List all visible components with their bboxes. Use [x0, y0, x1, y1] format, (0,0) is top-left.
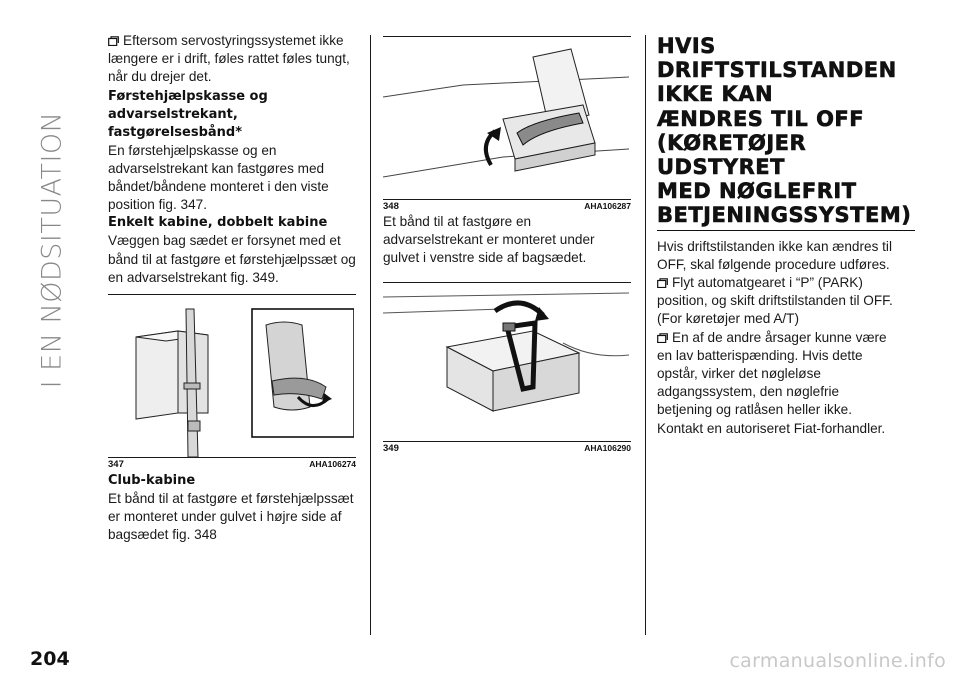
figure-code: AHA106274: [309, 459, 356, 470]
checkbox-bullet-icon: [657, 278, 668, 288]
paragraph: Et bånd til at fastgøre en advarselstrekant er monteret under gulvet i venstre side af bagsædet.: [383, 214, 595, 266]
section-heading: HVIS DRIFTSTILSTANDEN IKKE KAN ÆNDRES TIL OFF (KØRETØJER UDSTYRET MED NØGLEFRIT BETJENINGSSYSTEM): [657, 34, 912, 228]
figure-caption: [108, 458, 356, 470]
watermark: carmanualsonline.info: [729, 650, 946, 672]
figure-349-illustration: [383, 283, 629, 441]
heading-underline: [657, 230, 915, 231]
figure-number: 348: [383, 201, 399, 212]
figure-code: AHA106287: [584, 201, 631, 211]
heading-single-double-cab: Enkelt kabine, dobbelt kabine: [108, 215, 328, 231]
page-number: 204: [30, 648, 70, 670]
checkbox-bullet-icon: [657, 333, 668, 343]
figure-caption: [383, 442, 631, 454]
figure-348-illustration: [383, 37, 629, 199]
column-right: [657, 34, 947, 438]
paragraph: Hvis driftstilstanden ikke kan ændres til OFF, skal følgende procedure udføres.: [657, 238, 892, 272]
figure-code: AHA106290: [584, 442, 631, 453]
paragraph: En førstehjælpskasse og en advarselstrekant kan fastgøres med båndet/båndene monteret i den viste position fig. 347.: [108, 142, 329, 213]
column-divider: [370, 35, 371, 635]
bullet-paragraph: Flyt automatgearet i “P” (PARK) position, og skift driftstilstanden til OFF. (For køretøjer med A/T): [657, 275, 893, 327]
figure-348: [383, 36, 631, 200]
column-divider: [645, 35, 646, 635]
paragraph: Et bånd til at fastgøre et førstehjælpssæt er monteret under gulvet i højre side af bagsædet fig. 348: [108, 491, 354, 543]
figure-347: [108, 294, 356, 458]
paragraph: Væggen bag sædet er forsynet med et bånd til at fastgøre et førstehjælpssæt og en advarselstrekant fig. 349.: [108, 233, 356, 285]
section-title-vertical: I EN NØDSITUATION: [36, 111, 68, 389]
figure-347-illustration: [108, 295, 354, 457]
figure-caption: [383, 200, 631, 212]
heading-first-aid: Førstehjælpskasse og advarselstrekant, fastgørelsesbånd*: [108, 88, 268, 140]
figure-number: 349: [383, 442, 399, 454]
figure-349: [383, 282, 631, 442]
bullet-paragraph: En af de andre årsager kunne være en lav batterispænding. Hvis dette opstår, virker det nøgleløse adgangssystem, den nøglefrie betjening og ratlåsen heller ikke. Kontakt en autoriseret Fiat-forhandler.: [657, 329, 887, 436]
bullet-paragraph: Eftersom servostyringssystemet ikke længere er i drift, føles rattet føles tungt, når du drejer det.: [108, 33, 350, 85]
column-middle: [383, 36, 631, 454]
column-left: [108, 32, 356, 545]
checkbox-bullet-icon: [108, 36, 119, 46]
figure-number: 347: [108, 459, 124, 471]
heading-club-cab: Club-kabine: [108, 473, 196, 489]
